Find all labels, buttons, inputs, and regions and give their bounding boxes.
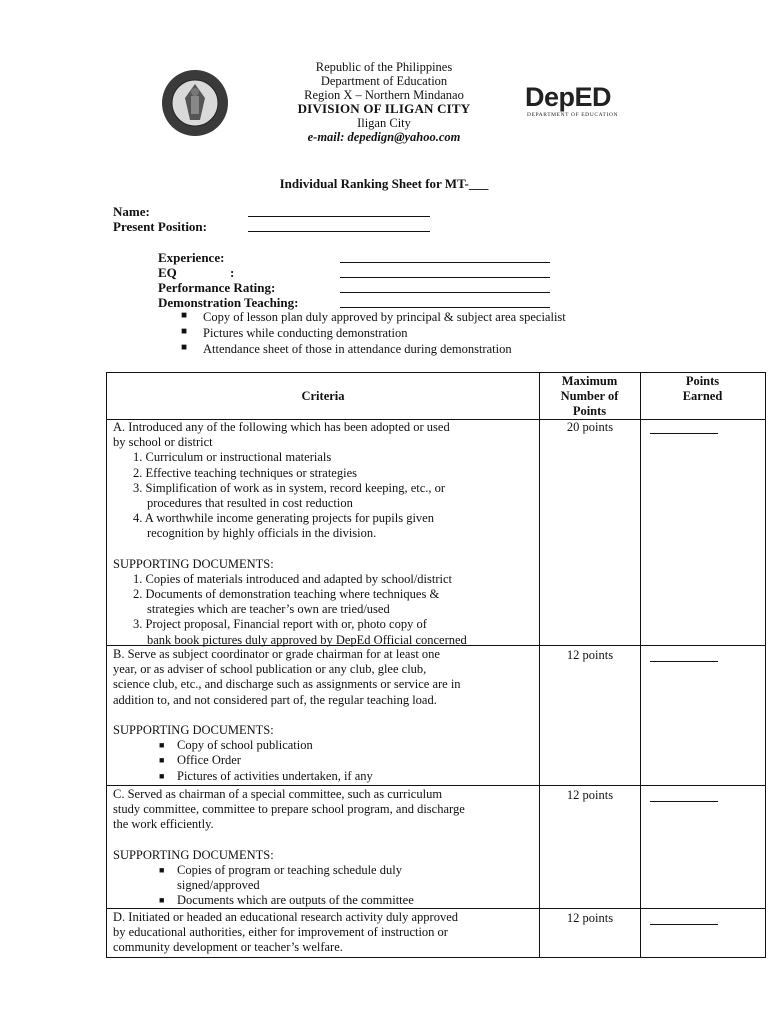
eq-colon: :	[230, 265, 235, 280]
demonstration-teaching-label: Demonstration Teaching:	[158, 295, 299, 310]
eq-blank-line	[340, 266, 550, 278]
list-item: ■ Copy of lesson plan duly approved by principal & subject area specialist	[181, 310, 566, 324]
criteria-table	[106, 372, 766, 958]
city-line: Iligan City	[357, 116, 411, 130]
division-line: DIVISION OF ILIGAN CITY	[297, 101, 471, 116]
points-earned-blank	[650, 801, 718, 802]
eq-label: EQ	[158, 265, 177, 280]
email-line: e-mail: depedign@yahoo.com	[307, 130, 461, 144]
performance-rating-label: Performance Rating:	[158, 280, 276, 295]
points-earned-blank	[650, 924, 718, 925]
table-row: A. Introduced any of the following which has been adopted or used by school or district 1. Curriculum or instructional materials 2. Effective teaching techniques or strategies 3. Simplification of work as in system, record keeping, etc., or procedures that resulted in cost reduction 4. A worthwhile income generating projects for pupils given recognition by highly officials in the division. SUPPORTING DOCUMENTS: 1. Copies of materials introduced and adapted by school/district 2. Documents of demonstration teaching where techniques & strategies which are teacher’s own are tried/used 3. Project proposal, Financial report with or, photo copy of bank book pictures duly approved by DepEd Official concerned	[113, 420, 467, 647]
max-points-value: 12 points	[566, 788, 614, 802]
republic-line: Republic of the Philippines	[315, 60, 453, 74]
points-earned-blank	[650, 661, 718, 662]
department-line: Department of Education	[320, 74, 448, 88]
name-label: Name:	[113, 204, 150, 219]
performance-blank-line	[340, 281, 550, 293]
table-row: D. Initiated or headed an educational research activity duly approved by educational authorities, either for improvement of instruction or community development or teacher’s welfare.	[113, 910, 458, 955]
region-line: Region X – Northern Mindanao	[304, 88, 464, 102]
max-points-header: Maximum Number of Points	[560, 374, 619, 418]
list-item: ■ Attendance sheet of those in attendance during demonstration	[181, 342, 512, 356]
letterhead	[0, 60, 768, 144]
table-row: C. Served as chairman of a special committee, such as curriculum study committee, committee to prepare school program, and discharge the work efficiently. SUPPORTING DOCUMENTS: ■ Copies of program or teaching schedule duly signed/approved ■ Documents which are outputs of the committee	[113, 787, 465, 908]
max-points-value: 12 points	[566, 648, 614, 662]
criteria-header: Criteria	[301, 389, 345, 403]
demo-documents-list	[181, 310, 681, 358]
name-blank-line	[248, 205, 430, 217]
table-row: B. Serve as subject coordinator or grade chairman for at least one year, or as adviser of school publication or any club, glee club, science club, etc., and discharge such as assignments or service are in addition to, and not considered part of, the regular teaching load. SUPPORTING DOCUMENTS: ■ Copy of school publication ■ Office Order ■ Pictures of activities undertaken, if any	[113, 647, 461, 783]
list-item: ■ Pictures while conducting demonstration	[181, 326, 408, 340]
experience-label: Experience:	[158, 250, 225, 265]
max-points-value: 12 points	[566, 911, 614, 925]
points-earned-blank	[650, 433, 718, 434]
sheet-title: Individual Ranking Sheet for MT-___	[279, 176, 489, 191]
deped-wordmark-logo	[525, 82, 635, 122]
experience-blank-line	[340, 251, 550, 263]
deped-logo-subtitle: DEPARTMENT OF EDUCATION	[527, 112, 619, 118]
position-blank-line	[248, 220, 430, 232]
demonstration-blank-line	[340, 296, 550, 308]
max-points-value: 20 points	[566, 420, 614, 434]
present-position-label: Present Position:	[113, 219, 207, 234]
deped-logo-word: DepED	[525, 82, 612, 112]
points-earned-header: Points Earned	[682, 374, 723, 403]
